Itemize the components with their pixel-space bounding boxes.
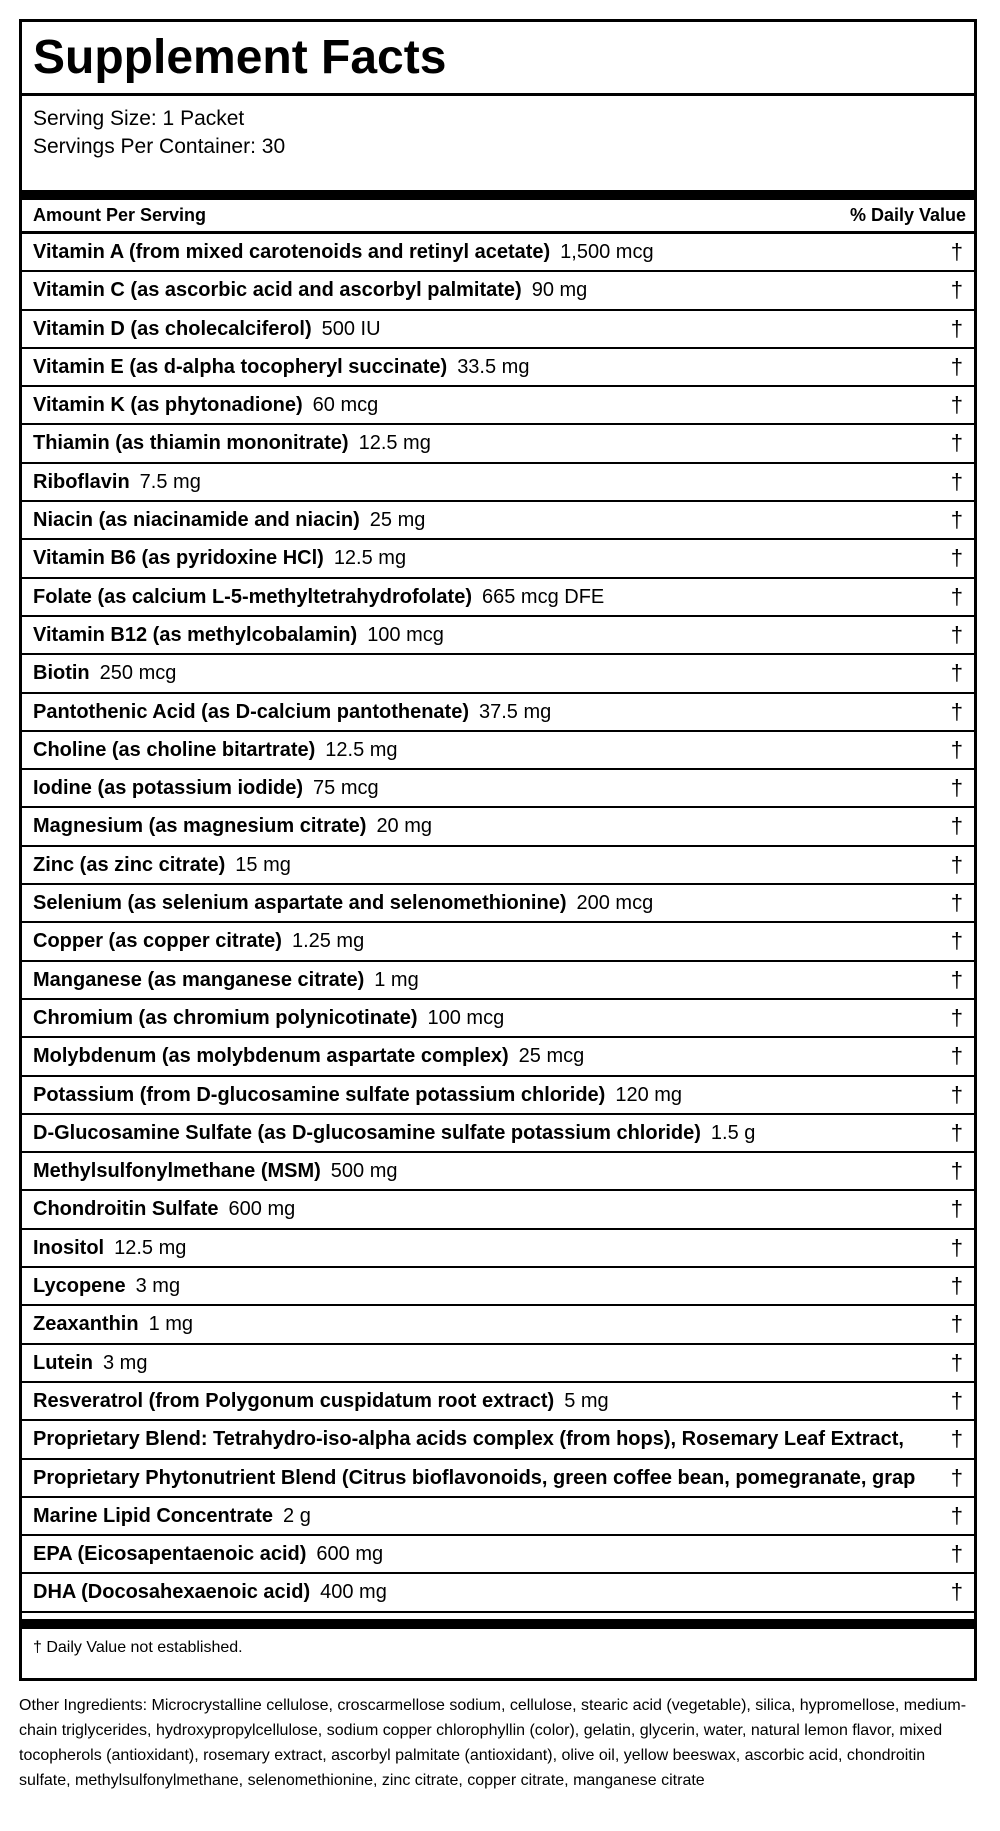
daily-value-mark: † xyxy=(950,1387,963,1413)
nutrient-row xyxy=(22,732,974,770)
nutrient-label xyxy=(33,1230,186,1266)
daily-value-mark: † xyxy=(950,392,963,418)
nutrient-label xyxy=(33,425,431,461)
nutrient-name: Choline (as choline bitartrate) xyxy=(33,738,316,761)
nutrient-amount: 500 IU xyxy=(321,317,381,340)
nutrient-name: Folate (as calcium L-5-methyltetrahydrofolate) xyxy=(33,585,472,608)
nutrient-name: Methylsulfonylmethane (MSM) xyxy=(33,1160,321,1183)
nutrient-amount: 12.5 mg xyxy=(358,432,431,455)
nutrient-name: Vitamin E (as d-alpha tocopheryl succinate) xyxy=(33,355,448,378)
daily-value-mark: † xyxy=(950,1273,963,1299)
nutrient-name: Vitamin K (as phytonadione) xyxy=(33,394,303,417)
nutrient-label xyxy=(33,962,419,998)
nutrient-label xyxy=(33,540,406,576)
footer-divider xyxy=(22,1619,974,1629)
nutrient-amount: 90 mg xyxy=(531,279,588,302)
nutrient-row xyxy=(22,655,974,693)
nutrient-label xyxy=(33,464,201,500)
nutrient-amount: 75 mcg xyxy=(313,777,379,800)
nutrient-row xyxy=(22,311,974,349)
nutrient-label xyxy=(33,579,604,615)
nutrient-name: Riboflavin xyxy=(33,470,130,493)
nutrient-row xyxy=(22,617,974,655)
nutrient-amount: 3 mg xyxy=(103,1351,148,1374)
nutrient-amount: 120 mg xyxy=(615,1083,683,1106)
daily-value-mark: † xyxy=(950,1311,963,1337)
nutrient-name: Molybdenum (as molybdenum aspartate complex) xyxy=(33,1045,509,1068)
nutrient-label xyxy=(33,1421,914,1457)
daily-value-mark: † xyxy=(950,660,963,686)
nutrient-name: Manganese (as manganese citrate) xyxy=(33,968,365,991)
daily-value-mark: † xyxy=(950,1119,963,1145)
nutrient-amount: 1 mg xyxy=(374,968,419,991)
nutrient-name: Selenium (as selenium aspartate and selenomethionine) xyxy=(33,892,567,915)
nutrient-name: Pantothenic Acid (as D-calcium pantothenate) xyxy=(33,700,469,723)
nutrient-amount: 7.5 mg xyxy=(139,470,201,493)
nutrient-amount: 12.5 mg xyxy=(333,547,407,570)
nutrient-row xyxy=(22,1383,974,1421)
nutrient-name: Zeaxanthin xyxy=(33,1313,139,1336)
daily-value-mark: † xyxy=(950,1196,963,1222)
daily-value-mark: † xyxy=(950,468,963,494)
nutrient-amount: 200 mcg xyxy=(576,892,654,915)
nutrient-amount: 600 mg xyxy=(316,1543,384,1566)
nutrient-row xyxy=(22,540,974,578)
serving-size: Serving Size: 1 Packet xyxy=(33,107,245,130)
daily-value-mark: † xyxy=(950,890,963,916)
daily-value-mark: † xyxy=(950,621,963,647)
nutrient-amount: 15 mg xyxy=(235,853,291,876)
nutrient-amount: 250 mcg xyxy=(99,662,177,685)
nutrient-label xyxy=(33,349,529,385)
nutrient-label xyxy=(33,655,176,691)
nutrient-label xyxy=(33,1498,311,1534)
nutrient-row xyxy=(22,464,974,502)
daily-value-mark: † xyxy=(950,1541,963,1567)
nutrient-label xyxy=(33,1077,682,1113)
nutrient-name: Inositol xyxy=(33,1236,105,1259)
daily-value-mark: † xyxy=(950,1349,963,1375)
nutrient-name: Copper (as copper citrate) xyxy=(33,930,282,953)
nutrient-row xyxy=(22,1077,974,1115)
nutrient-amount: 600 mg xyxy=(228,1198,296,1221)
nutrient-amount: 20 mg xyxy=(376,815,433,838)
nutrient-row xyxy=(22,885,974,923)
nutrient-row xyxy=(22,502,974,540)
nutrient-amount: 100 mcg xyxy=(367,623,444,646)
nutrient-amount: 500 mg xyxy=(330,1160,398,1183)
nutrient-row xyxy=(22,1000,974,1038)
nutrient-row xyxy=(22,1191,974,1229)
daily-value-mark: † xyxy=(950,430,963,456)
nutrient-row xyxy=(22,1421,974,1459)
nutrient-label xyxy=(33,502,425,538)
nutrient-row xyxy=(22,1498,974,1536)
daily-value-mark: † xyxy=(950,315,963,341)
nutrient-label xyxy=(33,885,653,921)
nutrient-name: Marine Lipid Concentrate xyxy=(33,1504,274,1527)
nutrient-name: Lycopene xyxy=(33,1275,126,1298)
nutrient-name: Vitamin C (as ascorbic acid and ascorbyl palmitate) xyxy=(33,279,522,302)
nutrient-amount: 25 mg xyxy=(369,509,426,532)
nutrient-name: EPA (Eicosapentaenoic acid) xyxy=(33,1543,307,1566)
daily-value-mark: † xyxy=(950,545,963,571)
amount-per-serving-header: Amount Per Serving xyxy=(33,205,207,225)
nutrient-amount: 400 mg xyxy=(320,1581,387,1604)
nutrient-name: Thiamin (as thiamin mononitrate) xyxy=(33,432,349,455)
nutrient-label xyxy=(33,732,398,768)
daily-value-mark: † xyxy=(950,507,963,533)
other-ingredients: Other Ingredients: Microcrystalline cellulose, croscarmellose sodium, cellulose, stearic acid (vegetable), silica, hypromellose, medium-chain triglycerides, hydroxypropylcellulose, sodium copper chlorophyllin (color), gelatin, glycerin, water, natural lemon flavor, mixed tocopherols (antioxidant), rosemary extract, ascorbyl palmitate (antioxidant), olive oil, yellow beeswax, ascorbic acid, chondroitin sulfate, methylsulfonylmethane, selenomethionine, zinc citrate, copper citrate, manganese citrate xyxy=(19,1697,967,1789)
daily-value-mark: † xyxy=(950,966,963,992)
panel-title: Supplement Facts xyxy=(22,22,974,96)
nutrient-name: Proprietary Blend: Tetrahydro-iso-alpha acids complex (from hops), Rosemary Leaf Extract, xyxy=(33,1428,904,1451)
nutrient-label xyxy=(33,1191,295,1227)
nutrient-row xyxy=(22,387,974,425)
nutrient-row xyxy=(22,1536,974,1574)
nutrient-amount: 100 mcg xyxy=(427,1006,505,1029)
nutrient-amount: 2 g xyxy=(283,1504,311,1527)
daily-value-mark: † xyxy=(950,277,963,303)
daily-value-mark: † xyxy=(950,1234,963,1260)
nutrient-name: Vitamin B6 (as pyridoxine HCl) xyxy=(33,547,324,570)
nutrient-name: Potassium (from D-glucosamine sulfate potassium chloride) xyxy=(33,1083,606,1106)
nutrient-label xyxy=(33,1306,193,1342)
nutrient-name: Zinc (as zinc citrate) xyxy=(33,853,226,876)
supplement-facts-panel xyxy=(19,19,977,1681)
nutrient-label xyxy=(33,847,291,883)
nutrient-row xyxy=(22,694,974,732)
nutrient-amount: 12.5 mg xyxy=(325,738,398,761)
nutrient-row xyxy=(22,349,974,387)
nutrient-label xyxy=(33,1000,504,1036)
nutrient-amount: 33.5 mg xyxy=(457,355,530,378)
nutrient-row xyxy=(22,1153,974,1191)
nutrient-name: Vitamin B12 (as methylcobalamin) xyxy=(33,623,358,646)
nutrient-amount: 1 mg xyxy=(148,1313,194,1336)
nutrient-row xyxy=(22,808,974,846)
nutrient-label xyxy=(33,1038,584,1074)
nutrient-amount: 665 mcg DFE xyxy=(481,585,605,608)
nutrient-name: Vitamin A (from mixed carotenoids and retinyl acetate) xyxy=(33,241,551,263)
nutrient-name: Proprietary Phytonutrient Blend (Citrus bioflavonoids, green coffee bean, pomegranate, grap xyxy=(33,1466,916,1489)
nutrient-amount: 12.5 mg xyxy=(114,1236,187,1259)
nutrient-row xyxy=(22,425,974,463)
nutrient-name: Vitamin D (as cholecalciferol) xyxy=(33,317,312,340)
daily-value-mark: † xyxy=(950,239,963,264)
daily-value-mark: † xyxy=(950,1043,963,1069)
nutrient-label xyxy=(33,311,381,347)
nutrient-row xyxy=(22,1306,974,1344)
nutrient-row xyxy=(22,1038,974,1076)
nutrient-amount: 1.5 g xyxy=(710,1121,756,1144)
servings-per-container: Servings Per Container: 30 xyxy=(33,135,286,158)
nutrient-row xyxy=(22,234,974,272)
daily-value-mark: † xyxy=(950,1502,963,1528)
nutrient-label xyxy=(33,694,551,730)
nutrient-label xyxy=(33,387,378,423)
daily-value-mark: † xyxy=(950,1004,963,1030)
footnote: † Daily Value not established. xyxy=(33,1638,243,1656)
nutrient-amount: 25 mcg xyxy=(518,1045,585,1068)
daily-value-mark: † xyxy=(950,1579,963,1605)
column-header-row xyxy=(22,200,974,234)
nutrient-label xyxy=(33,923,364,959)
serving-info xyxy=(22,96,974,190)
thick-divider xyxy=(22,190,974,200)
daily-value-mark: † xyxy=(950,851,963,877)
nutrient-label xyxy=(33,234,654,270)
nutrient-label xyxy=(33,808,432,844)
nutrient-row xyxy=(22,962,974,1000)
daily-value-mark: † xyxy=(950,1426,963,1452)
nutrient-row xyxy=(22,923,974,961)
nutrient-row xyxy=(22,272,974,310)
nutrient-row xyxy=(22,1345,974,1383)
nutrient-label xyxy=(33,617,444,653)
nutrient-name: Niacin (as niacinamide and niacin) xyxy=(33,509,360,532)
nutrient-amount: 5 mg xyxy=(564,1389,609,1412)
daily-value-mark: † xyxy=(950,775,963,801)
daily-value-mark: † xyxy=(950,698,963,724)
nutrient-name: Biotin xyxy=(33,662,90,685)
nutrient-name: Magnesium (as magnesium citrate) xyxy=(33,815,367,838)
nutrient-row xyxy=(22,1574,974,1612)
nutrient-row xyxy=(22,1460,974,1498)
nutrient-name: Resveratrol (from Polygonum cuspidatum root extract) xyxy=(33,1389,555,1412)
nutrient-name: Lutein xyxy=(33,1351,93,1374)
nutrient-label xyxy=(33,1574,387,1610)
nutrient-row xyxy=(22,847,974,885)
nutrient-name: Chondroitin Sulfate xyxy=(33,1198,219,1221)
nutrient-label xyxy=(33,1345,147,1381)
nutrient-label xyxy=(33,1115,755,1151)
nutrient-amount: 1.25 mg xyxy=(291,930,365,953)
nutrient-row xyxy=(22,579,974,617)
nutrient-name: Chromium (as chromium polynicotinate) xyxy=(33,1006,418,1029)
nutrient-list xyxy=(22,234,974,1613)
daily-value-mark: † xyxy=(950,736,963,762)
daily-value-mark: † xyxy=(950,583,963,609)
nutrient-row xyxy=(22,1268,974,1306)
nutrient-row xyxy=(22,770,974,808)
nutrient-name: DHA (Docosahexaenoic acid) xyxy=(33,1581,311,1604)
nutrient-amount: 60 mcg xyxy=(312,394,379,417)
nutrient-row xyxy=(22,1115,974,1153)
daily-value-mark: † xyxy=(950,1464,963,1490)
nutrient-label xyxy=(33,1153,398,1189)
nutrient-label xyxy=(33,272,587,308)
nutrient-name: D-Glucosamine Sulfate (as D-glucosamine sulfate potassium chloride) xyxy=(33,1121,701,1144)
nutrient-amount: 1,500 mcg xyxy=(560,241,654,263)
nutrient-label xyxy=(33,1460,925,1496)
nutrient-row xyxy=(22,1230,974,1268)
nutrient-amount: 3 mg xyxy=(135,1275,181,1298)
daily-value-mark: † xyxy=(950,928,963,954)
nutrient-label xyxy=(33,1536,383,1572)
daily-value-header: % Daily Value xyxy=(849,205,966,225)
nutrient-label xyxy=(33,770,379,806)
nutrient-name: Iodine (as potassium iodide) xyxy=(33,777,304,800)
nutrient-label xyxy=(33,1383,609,1419)
daily-value-mark: † xyxy=(950,1158,963,1184)
nutrient-label xyxy=(33,1268,180,1304)
nutrient-amount: 37.5 mg xyxy=(479,700,552,723)
daily-value-mark: † xyxy=(950,813,963,839)
daily-value-mark: † xyxy=(950,353,963,379)
daily-value-mark: † xyxy=(950,1081,963,1107)
